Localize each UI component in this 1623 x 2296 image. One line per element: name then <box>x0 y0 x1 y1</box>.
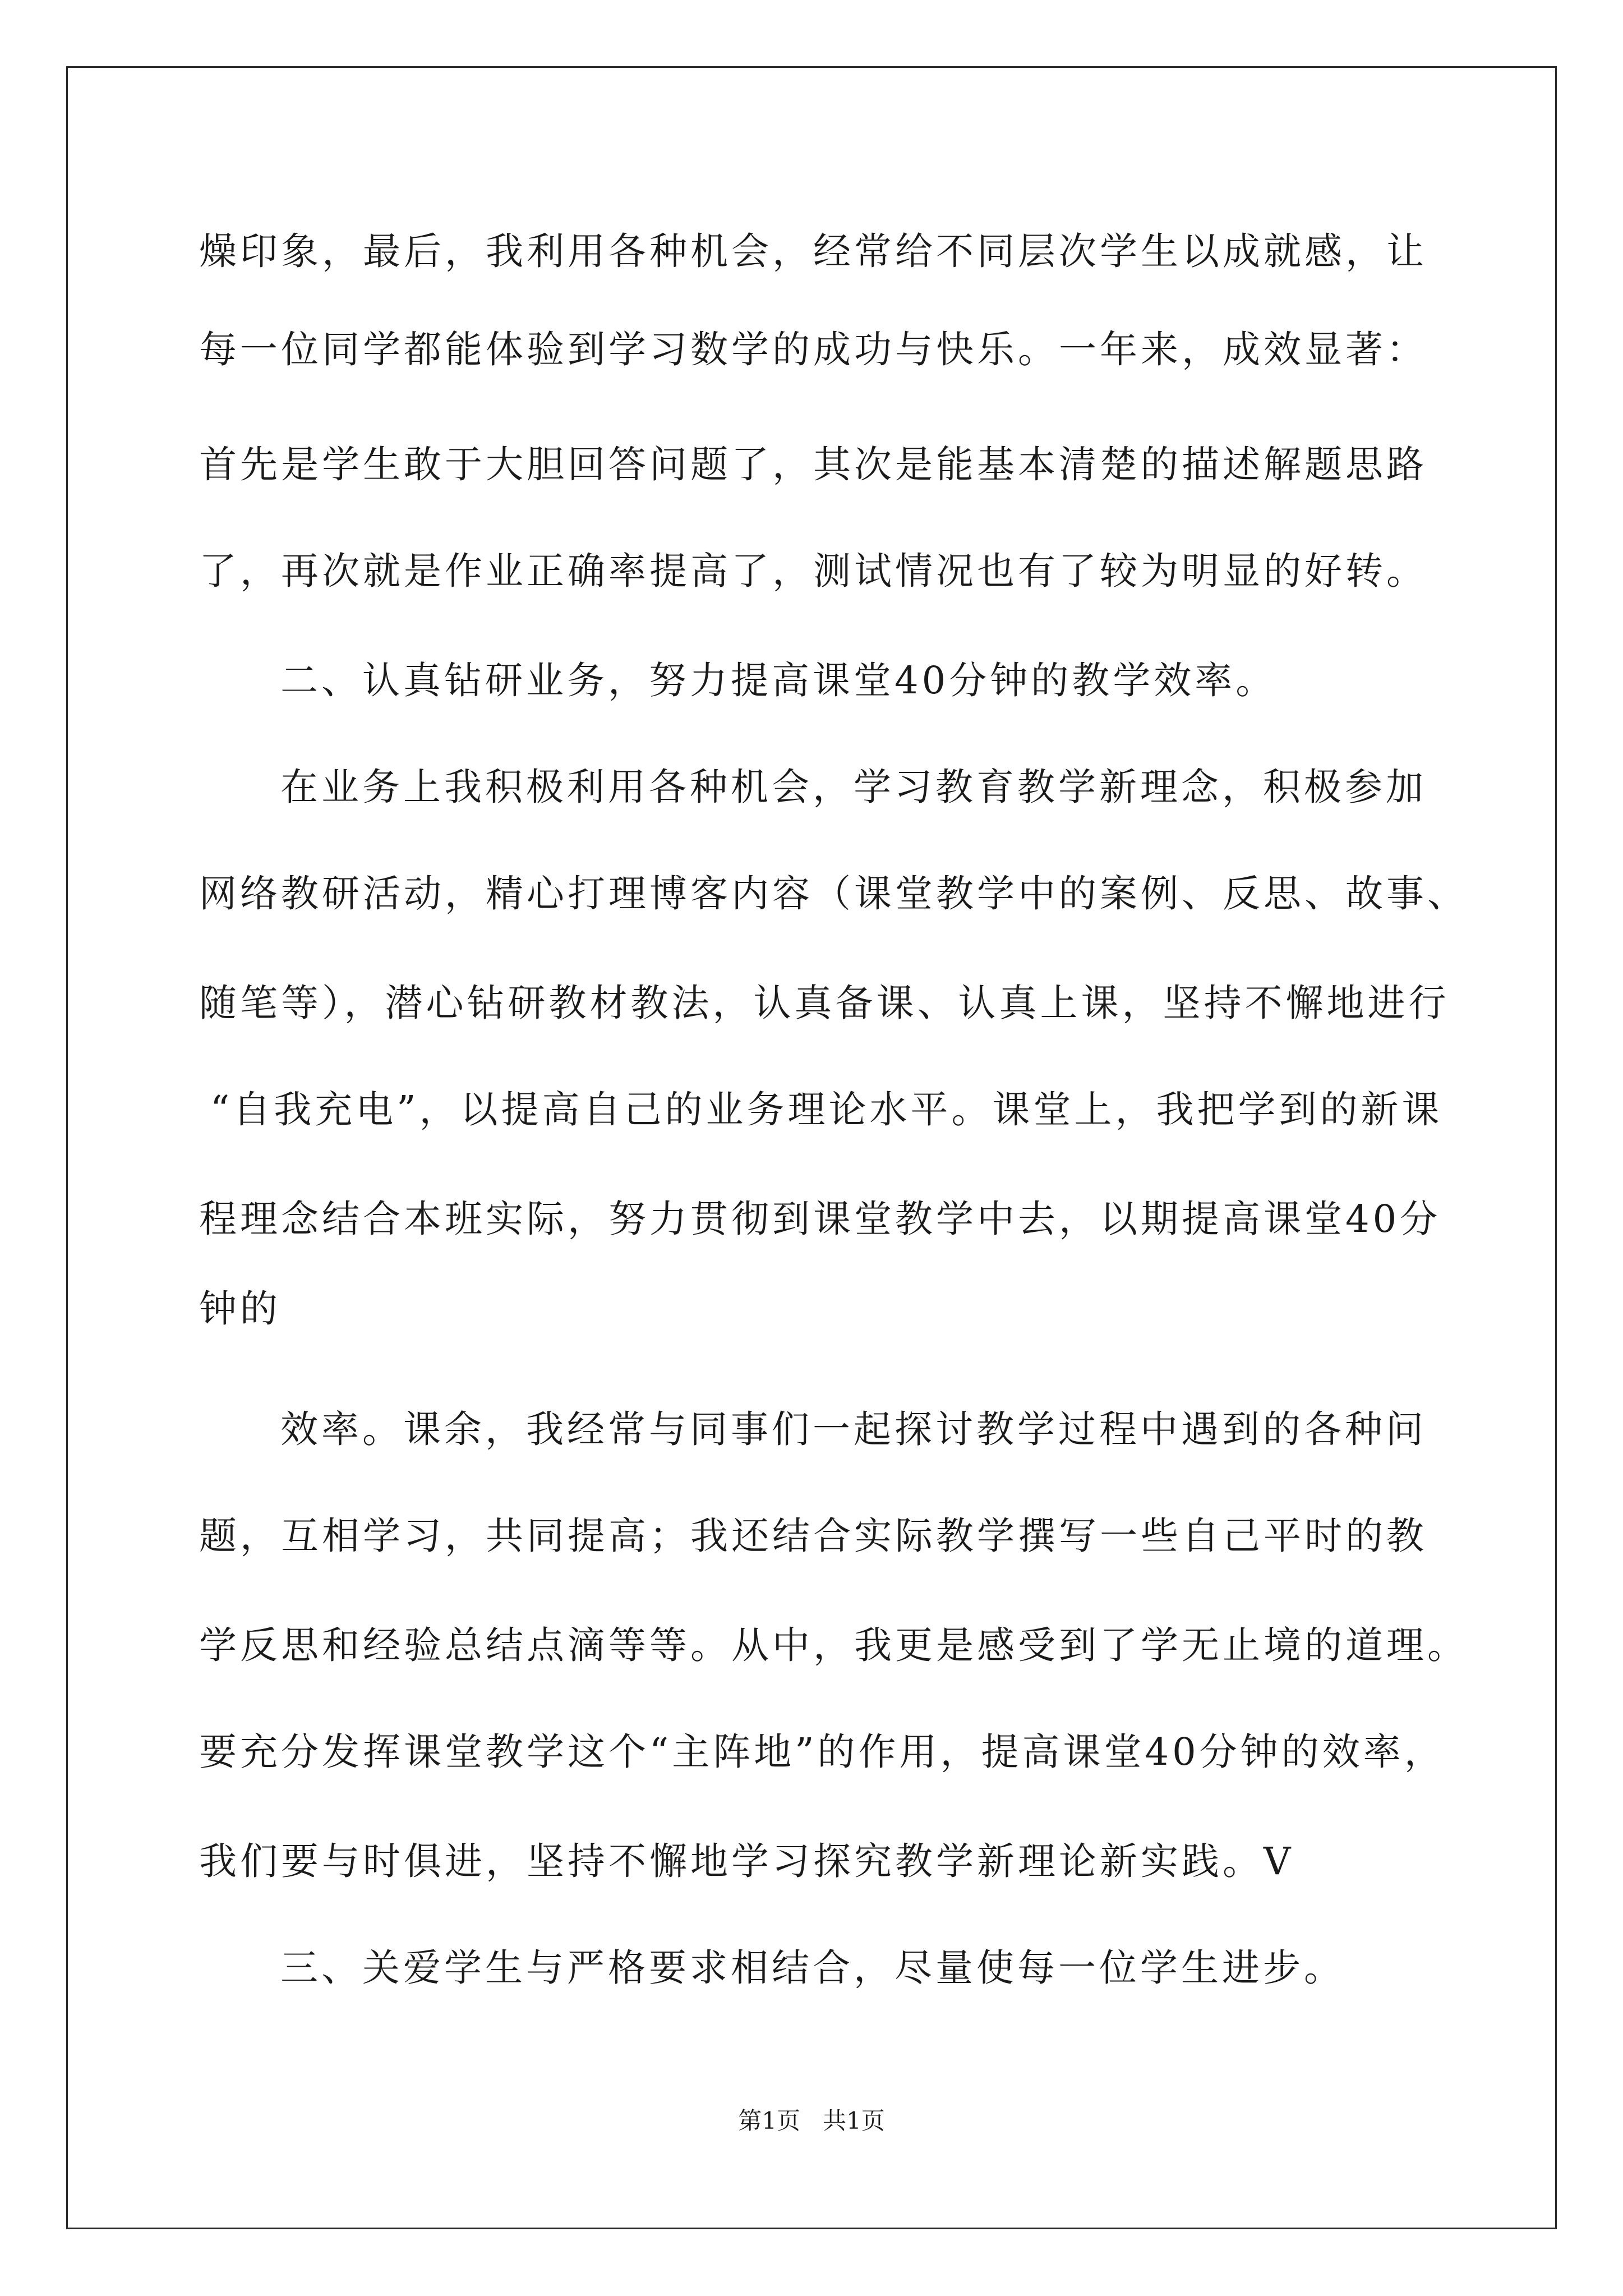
text-line-15: 要充分发挥课堂教学这个“主阵地”的作用，提高课堂40分钟的效率， <box>199 1730 1445 1774</box>
text-line-6: 在业务上我积极利用各种机会，学习教育教学新理念，积极参加 <box>280 765 1427 809</box>
text-line-8: 随笔等），潜心钻研教材教法，认真备课、认真上课，坚持不懈地进行 <box>199 981 1450 1025</box>
text-line-16: 我们要与时俱进，坚持不懈地学习探究教学新理论新实践。V <box>199 1839 1294 1883</box>
text-line-7: 网络教研活动，精心打理博客内容（课堂教学中的案例、反思、故事、 <box>199 872 1468 915</box>
text-line-1: 燥印象，最后，我利用各种机会，经常给不同层次学生以成就感，让 <box>199 229 1427 273</box>
page-footer: 第1页 共1页 <box>738 2107 885 2134</box>
text-line-13: 题，互相学习，共同提高；我还结合实际教学撰写一些自己平时的教 <box>199 1514 1427 1558</box>
text-line-10: 程理念结合本班实际，努力贯彻到课堂教学中去，以期提高课堂40分 <box>199 1197 1441 1241</box>
text-line-9: “自我充电”，以提高自己的业务理论水平。课堂上，我把学到的新课 <box>210 1088 1443 1131</box>
text-line-11: 钟的 <box>199 1287 281 1331</box>
text-line-2: 每一位同学都能体验到学习数学的成功与快乐。一年来，成效显著： <box>199 328 1427 371</box>
text-line-3: 首先是学生敢于大胆回答问题了，其次是能基本清楚的描述解题思路 <box>199 443 1427 486</box>
text-line-12: 效率。课余，我经常与同事们一起探讨教学过程中遇到的各种问 <box>280 1407 1427 1451</box>
section-heading-3: 三、关爱学生与严格要求相结合，尽量使每一位学生进步。 <box>280 1946 1345 1990</box>
page-border <box>66 66 1557 2229</box>
text-line-14: 学反思和经验总结点滴等等。从中，我更是感受到了学无止境的道理。 <box>199 1623 1468 1667</box>
section-heading-2: 二、认真钻研业务，努力提高课堂40分钟的教学效率。 <box>280 659 1277 702</box>
text-line-4: 了，再次就是作业正确率提高了，测试情况也有了较为明显的好转。 <box>199 549 1427 593</box>
